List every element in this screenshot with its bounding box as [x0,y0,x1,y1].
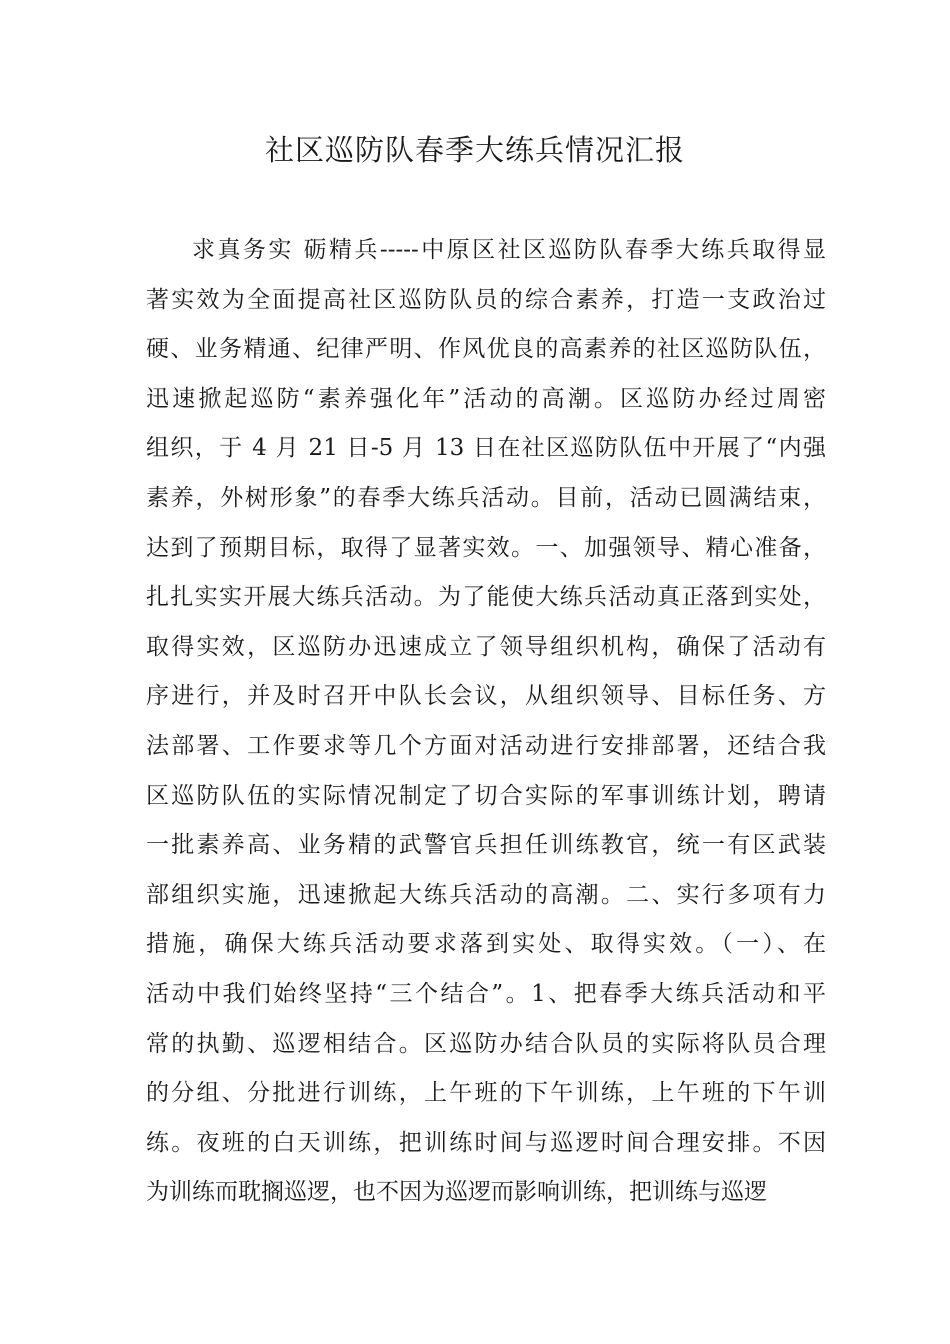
body-line: 序进行，并及时召开中队长会议，从组织领导、目标任务、方 [146,683,826,710]
body-line: 区巡防队伍的实际情况制定了切合实际的军事训练计划，聘请 [146,782,826,809]
body-line: 求真务实 砺精兵-----中原区社区巡防队春季大练兵取得显 [192,237,826,263]
body-line: 措施，确保大练兵活动要求落到实处、取得实效。（一）、在 [146,931,826,958]
body-line: 扎扎实实开展大练兵活动。为了能使大练兵活动真正落到实处， [146,584,826,611]
body-line: 练。夜班的白天训练，把训练时间与巡逻时间合理安排。不因 [146,1129,826,1156]
body-line: 常的执勤、巡逻相结合。区巡防办结合队员的实际将队员合理 [146,1030,826,1057]
body-line: 取得实效，区巡防办迅速成立了领导组织机构，确保了活动有 [146,633,826,660]
body-line: 硬、业务精通、纪律严明、作风优良的高素养的社区巡防队伍， [146,336,826,363]
body-line: 活动中我们始终坚持“三个结合”。1、把春季大练兵活动和平 [146,980,826,1007]
body-line: 的分组、分批进行训练，上午班的下午训练，上午班的下午训 [146,1080,826,1107]
document-title: 社区巡防队春季大练兵情况汇报 [264,133,685,167]
body-line: 著实效为全面提高社区巡防队员的综合素养，打造一支政治过 [146,286,826,313]
body-line: 为训练而耽搁巡逻，也不因为巡逻而影响训练，把训练与巡逻 [146,1179,767,1206]
document-body [146,226,826,1218]
body-line: 素养，外树形象”的春季大练兵活动。目前，活动已圆满结束， [146,484,826,511]
body-line: 一批素养高、业务精的武警官兵担任训练教官，统一有区武装 [146,832,826,859]
body-line: 部组织实施，迅速掀起大练兵活动的高潮。二、实行多项有力 [146,881,826,908]
body-line: 迅速掀起巡防“素养强化年”活动的高潮。区巡防办经过周密 [146,385,826,412]
body-line: 达到了预期目标，取得了显著实效。一、加强领导、精心准备， [146,534,826,561]
body-line: 法部署、工作要求等几个方面对活动进行安排部署，还结合我 [146,732,826,759]
body-line: 组织，于 4 月 21 日-5 月 13 日在社区巡防队伍中开展了“内强 [146,435,826,462]
